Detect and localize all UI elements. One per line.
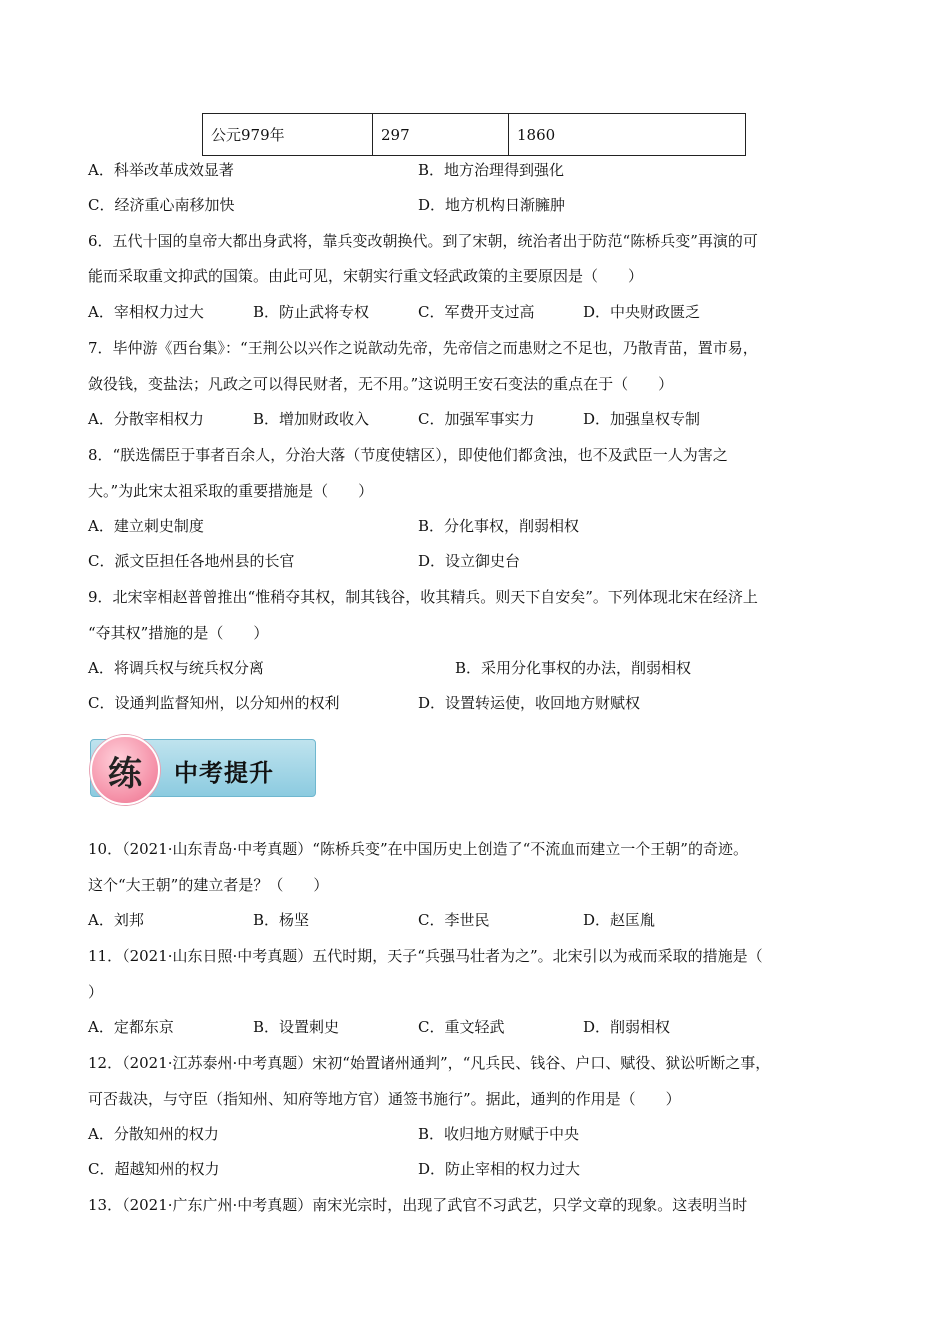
table-cell: 297 xyxy=(373,114,509,156)
option-c: C．加强军事实力 xyxy=(418,410,535,428)
data-table xyxy=(202,113,746,156)
question-9-line-1: 9．北宋宰相赵普曾推出“惟稍夺其权，制其钱谷，收其精兵。则天下自安矣”。下列体现北宋在经济上 xyxy=(88,588,758,606)
option-d: D．设置转运使，收回地方财赋权 xyxy=(418,694,641,712)
option-d: D．地方机构日渐臃肿 xyxy=(418,196,566,214)
table-cell: 公元979年 xyxy=(203,114,373,156)
option-b: B．设置刺史 xyxy=(253,1018,340,1036)
option-b: B．增加财政收入 xyxy=(253,410,370,428)
question-11-line-1: 11．（2021·山东日照·中考真题）五代时期，天子“兵强马壮者为之”。北宋引以为戒而采取的措施是（ xyxy=(88,947,763,965)
option-d: D．防止宰相的权力过大 xyxy=(418,1160,581,1178)
option-c: C．超越知州的权力 xyxy=(88,1160,220,1178)
option-d: D．赵匡胤 xyxy=(583,911,656,929)
banner-title: 中考提升 xyxy=(174,759,274,787)
question-8-line-2: 大。”为此宋太祖采取的重要措施是（ ） xyxy=(88,482,374,500)
section-banner xyxy=(88,735,314,799)
question-9-line-2: “夺其权”措施的是（ ） xyxy=(88,624,269,642)
option-b: B．杨坚 xyxy=(253,911,310,929)
question-6-line-2: 能而采取重文抑武的国策。由此可见，宋朝实行重文轻武政策的主要原因是（ ） xyxy=(88,267,644,285)
table-cell: 1860 xyxy=(509,114,746,156)
option-a: A．建立刺史制度 xyxy=(88,517,204,535)
option-b: B．收归地方财赋于中央 xyxy=(418,1125,580,1143)
question-13-line-1: 13．（2021·广东广州·中考真题）南宋光宗时，出现了武官不习武艺，只学文章的现象。这表明当时 xyxy=(88,1196,748,1214)
option-b: B．地方治理得到强化 xyxy=(418,161,565,179)
option-d: D．加强皇权专制 xyxy=(583,410,701,428)
table-row xyxy=(203,114,746,156)
option-d: D．设立御史台 xyxy=(418,552,521,570)
option-b: B．采用分化事权的办法，削弱相权 xyxy=(455,659,692,677)
option-a: A．将调兵权与统兵权分离 xyxy=(88,659,264,677)
option-a: A．科举改革成效显著 xyxy=(88,161,234,179)
question-10-line-2: 这个“大王朝”的建立者是？（ ） xyxy=(88,876,329,894)
option-c: C．经济重心南移加快 xyxy=(88,196,235,214)
option-c: C．重文轻武 xyxy=(418,1018,505,1036)
question-6-line-1: 6．五代十国的皇帝大都出身武将，靠兵变改朝换代。到了宋朝，统治者出于防范“陈桥兵变”再演的可 xyxy=(88,232,758,250)
question-10-line-1: 10．（2021·山东青岛·中考真题）“陈桥兵变”在中国历史上创造了“不流血而建立一个王朝”的奇迹。 xyxy=(88,840,748,858)
banner-badge: 练 xyxy=(90,735,160,805)
question-8-line-1: 8．“朕选儒臣于事者百余人，分治大落（节度使辖区），即使他们都贪浊，也不及武臣一人为害之 xyxy=(88,446,728,464)
question-11-line-2: ） xyxy=(88,983,104,1001)
option-a: A．分散知州的权力 xyxy=(88,1125,219,1143)
option-a: A．宰相权力过大 xyxy=(88,303,204,321)
question-12-line-1: 12．（2021·江苏泰州·中考真题）宋初“始置诸州通判”，“凡兵民、钱谷、户口、赋役、狱讼听断之事， xyxy=(88,1054,771,1072)
question-7-line-2: 敛役钱，变盐法；凡政之可以得民财者，无不用。”这说明王安石变法的重点在于（ ） xyxy=(88,375,674,393)
option-c: C．军费开支过高 xyxy=(418,303,535,321)
question-7-line-1: 7．毕仲游《西台集》：“王荆公以兴作之说歆动先帝，先帝信之而患财之不足也，乃散青苗，置市易， xyxy=(88,339,758,357)
option-a: A．分散宰相权力 xyxy=(88,410,204,428)
option-c: C．设通判监督知州，以分知州的权利 xyxy=(88,694,340,712)
option-c: C．李世民 xyxy=(418,911,490,929)
option-c: C．派文臣担任各地州县的长官 xyxy=(88,552,295,570)
option-b: B．分化事权，削弱相权 xyxy=(418,517,580,535)
option-a: A．刘邦 xyxy=(88,911,144,929)
option-d: D．削弱相权 xyxy=(583,1018,671,1036)
question-12-line-2: 可否裁决，与守臣（指知州、知府等地方官）通签书施行”。据此，通判的作用是（ ） xyxy=(88,1090,681,1108)
option-b: B．防止武将专权 xyxy=(253,303,370,321)
option-d: D．中央财政匮乏 xyxy=(583,303,701,321)
option-a: A．定都东京 xyxy=(88,1018,174,1036)
